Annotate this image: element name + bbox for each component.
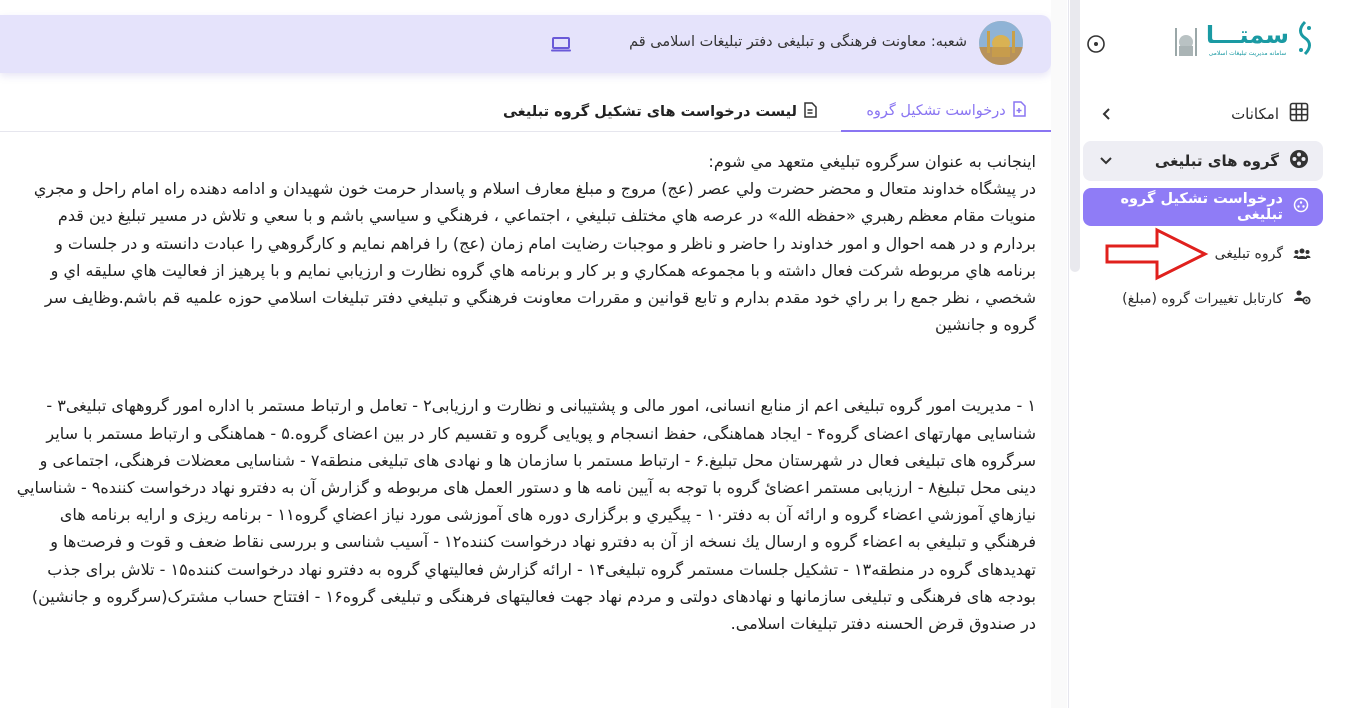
pledge-intro: اينجانب به عنوان سرگروه تبليغي متعهد مي شوم: در پيشگاه خداوند متعال و محضر حضرت ولي عصر (عج) مروج و مبلغ معارف اسلام و پاسدار حرمت خون شهيدان و ادامه دهنده راه امام راحل و مجري منويات مقام معظم رهبري «حفظه الله» در عرصه هاي مختلف تبليغي ، اجتماعي ، فرهنگي و سياسي باشم و با سعي و تلاش در مسير تبليغ دين قدم بردارم و در همه احوال و امور خداوند را حاضر و ناظر و موجبات رضايت امام زمان (عج) را فراهم نمايم و كارگروهي را عبادت دانسته و در جلسات و برنامه هاي مربوطه شركت فعال داشته و با مجموعه همكاري و بر كار و برنامه هاي گروه نظارت و ارزيابي نمايم و با پرهيز از فعاليت هاي سليقه اي و شخصي ، نظر جمع را بر راي خود مقدم بدارم و تابع قوانين و مقررات معاونت فرهنگي و تبليغي دفتر تبليغات اسلامي حوزه علميه قم باشم.وظايف سر گروه و جانشين — [33, 152, 1036, 335]
menu-features-label: امکانات — [1231, 105, 1279, 123]
logo-mark-icon — [1295, 18, 1315, 62]
film-reel-icon — [1289, 149, 1309, 173]
red-arrow-annotation-icon — [1103, 226, 1211, 282]
submenu-preaching-group[interactable] — [1215, 239, 1311, 269]
menu-group-request-active[interactable] — [1083, 188, 1323, 226]
shrine-emblem-icon — [1172, 18, 1200, 62]
file-plus-icon — [1012, 101, 1026, 121]
tab-bar — [0, 91, 1051, 132]
tab-request-list[interactable] — [483, 91, 837, 132]
header-bar — [0, 15, 1051, 73]
submenu-preaching-group-label: گروه تبلیغی — [1214, 246, 1283, 262]
content-scrollbar[interactable] — [1051, 0, 1067, 708]
menu-preaching-groups-label: گروه های تبلیغی — [1154, 152, 1279, 170]
logo-subtitle: سامانه مدیریت تبلیغات اسلامی — [1208, 50, 1287, 57]
spacer — [12, 338, 1036, 392]
tab-group-request[interactable] — [841, 91, 1051, 132]
logout-power-icon[interactable] — [1085, 33, 1107, 55]
branch-label: شعبه: معاونت فرهنگی و تبلیغی دفتر تبلیغات اسلامی قم — [629, 34, 967, 50]
settings-circle-icon — [1293, 197, 1309, 217]
submenu-group-changes-label: کارتابل تغییرات گروه (مبلغ) — [1122, 291, 1283, 307]
leader-duties: ۱ - مدیریت امور گروه تبلیغی اعم از منابع انسانی، امور مالی و پشتیبانی و نظارت و ارزیابی۲ - تعامل و ارتباط مستمر با اداره امور گروههای تبلیغی۳ - شناسایی مهارتهای اعضای گروه۴ - ایجاد هماهنگی، حفظ انسجام و پویایی گروه و تقسیم کار در بین اعضای گروه.۵ - هماهنگی و ارتباط مستمر با سایر سرگروه های تبلیغی فعال در شهرستان محل تبلیغ.۶ - ارتباط مستمر با سازمان ها و نهادی های تبلیغی منطقه۷ - شناسایی معضلات فرهنگی، اجتماعی و دینی محل تبلیغ۸ - ارزیابی مستمر اعضائ گروه با توجه به آیین نامه ها و دستور العمل های مربوطه و گزارش آن به دفترو نهاد درخواست کننده۹ - شناسايي نيازهاي آموزشي اعضاء گروه و ارائه آن به دفتر۱۰ - پيگيري و برگزاری دوره های آموزشی مورد نیاز اعضاي گروه۱۱ - برنامه ریزی و ارايه برنامه های فرهنگي و تبليغي به اعضاء گروه و ارسال يك نسخه از آن به دفترو نهاد درخواست کننده۱۲ - آسیب شناسی و بررسی نقاط ضعف و قوت و فرصت‌ها و تهدیدهای گروه در منطقه۱۳ - تشکیل جلسات مستمر گروه تبلیغی۱۴ - ارائه گزارش فعاليتهاي گروه به دفترو نهاد درخواست کننده۱۵ - تلاش برای جذب بودجه های فرهنگی و تبلیغی سازمانها و نهادهای دولتی و مردم نهاد جهت فعالیتهای فرهنگی و تبلیغی گروه۱۶ - افتتاح حساب مشترک(سرگروه و جانشین) در صندوق قرض الحسنه دفتر تبلیغات اسلامی. — [16, 396, 1036, 634]
sidebar — [1068, 0, 1345, 708]
users-icon — [1293, 245, 1311, 264]
tab-label: لیست درخواست های تشکیل گروه تبلیغی — [503, 103, 797, 120]
logo — [1183, 14, 1315, 66]
sidebar-scrollbar[interactable] — [1070, 0, 1080, 272]
tab-label: درخواست تشکیل گروه — [866, 102, 1006, 119]
menu-features[interactable] — [1083, 94, 1323, 134]
menu-preaching-groups[interactable] — [1083, 141, 1323, 181]
chevron-left-icon — [1097, 105, 1115, 123]
menu-group-request-label: درخواست تشکیل گروه تبلیغی — [1120, 191, 1283, 223]
file-text-icon — [803, 102, 817, 122]
pledge-text — [12, 148, 1036, 708]
users-cog-icon — [1293, 289, 1311, 309]
laptop-icon[interactable] — [550, 37, 572, 53]
logo-title: سمتـــا — [1205, 21, 1289, 49]
logo-text — [1206, 23, 1289, 57]
submenu-group-changes-inbox[interactable] — [1122, 284, 1311, 314]
avatar[interactable] — [979, 21, 1023, 65]
shrine-image-icon — [979, 21, 1023, 65]
grid-icon — [1289, 102, 1309, 126]
chevron-down-icon — [1097, 152, 1115, 170]
